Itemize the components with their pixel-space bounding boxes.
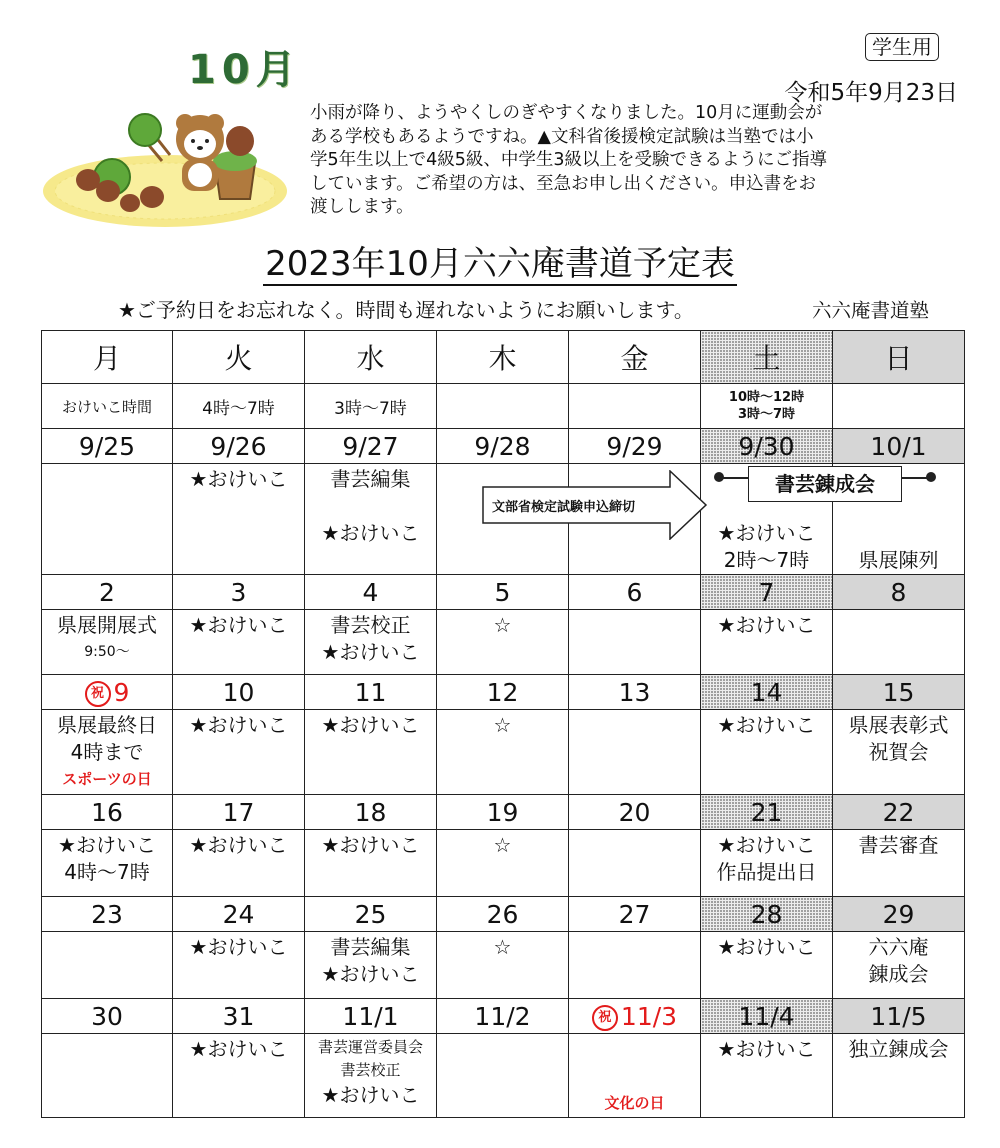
entry-cell-thu xyxy=(437,610,569,675)
holiday-mark-icon: 祝 xyxy=(592,1005,618,1031)
date-row xyxy=(42,897,965,932)
date-cell-tue: 9/26 xyxy=(173,429,305,464)
entry-line: 県展最終日 xyxy=(57,713,157,737)
weekday-thu: 木 xyxy=(437,331,569,384)
entry-line: 4時まで xyxy=(70,740,144,764)
entry-cell-wed xyxy=(305,830,437,897)
date-cell-wed: 25 xyxy=(305,897,437,932)
date-cell-fri: 20 xyxy=(569,795,701,830)
date-cell-mon: 23 xyxy=(42,897,173,932)
entry-line: ★おけいこ xyxy=(717,521,816,545)
entry-line: 書芸編集 xyxy=(330,467,411,491)
entry-line: ★おけいこ xyxy=(189,713,288,737)
entry-cell-mon xyxy=(42,932,173,999)
entry-cell-tue xyxy=(173,1034,305,1118)
entry-line: 県展開展式 xyxy=(57,613,157,637)
entries-row xyxy=(42,1034,965,1118)
issue-date: 令和5年9月23日 xyxy=(784,80,958,106)
date-cell-thu: 26 xyxy=(437,897,569,932)
entry-line: 書芸審査 xyxy=(858,833,939,857)
entry-line: 書芸校正 xyxy=(340,1061,401,1079)
entries-row xyxy=(42,830,965,897)
event-banner: 書芸錬成会 xyxy=(748,466,902,502)
date-cell-fri xyxy=(569,999,701,1034)
date-cell-sun: 15 xyxy=(833,675,965,710)
entry-cell-sun xyxy=(833,1034,965,1118)
bear-with-chestnuts-icon xyxy=(40,95,290,230)
entry-line: 書芸運営委員会 xyxy=(317,1038,423,1056)
weekday-sun: 日 xyxy=(833,331,965,384)
date-cell-wed: 18 xyxy=(305,795,437,830)
date-cell-thu: 5 xyxy=(437,575,569,610)
entry-line: スポーツの日 xyxy=(62,770,152,788)
entry-cell-fri xyxy=(569,710,701,795)
entry-line: ★おけいこ xyxy=(321,833,420,857)
entry-cell-sat xyxy=(701,830,833,897)
date-cell-mon xyxy=(42,675,173,710)
entry-line: 六六庵 xyxy=(868,935,929,959)
entry-cell-tue xyxy=(173,710,305,795)
entry-line: ★おけいこ xyxy=(321,713,420,737)
date-cell-sun: 29 xyxy=(833,897,965,932)
entry-line: ★おけいこ xyxy=(717,935,816,959)
entry-line: ★おけいこ xyxy=(189,1037,288,1061)
entry-cell-sat xyxy=(701,710,833,795)
hours-sat-line1: 10時〜12時 xyxy=(728,390,805,405)
entry-cell-sat xyxy=(701,610,833,675)
date-cell-wed: 11 xyxy=(305,675,437,710)
date-cell-sat: 28 xyxy=(701,897,833,932)
entry-cell-mon xyxy=(42,710,173,795)
audience-badge: 学生用 xyxy=(865,33,939,61)
entry-cell-mon xyxy=(42,464,173,575)
weekday-fri: 金 xyxy=(569,331,701,384)
hours-wed: 3時〜7時 xyxy=(305,384,437,429)
holiday-date-text: 11/3 xyxy=(620,1001,678,1031)
entry-line: ☆ xyxy=(493,833,512,857)
entry-line: 書芸校正 xyxy=(330,613,411,637)
entry-line: 書芸編集 xyxy=(330,935,411,959)
page-title-text: 2023年10月六六庵書道予定表 xyxy=(265,244,735,284)
entry-line: ★おけいこ xyxy=(321,521,420,545)
date-cell-wed: 4 xyxy=(305,575,437,610)
entry-line xyxy=(833,520,964,547)
entry-cell-tue xyxy=(173,932,305,999)
date-cell-tue: 10 xyxy=(173,675,305,710)
event-span-end-dot xyxy=(926,472,936,482)
entry-line: ★おけいこ xyxy=(189,833,288,857)
entry-line: ☆ xyxy=(493,713,512,737)
entry-cell-wed xyxy=(305,464,437,575)
event-span-start-dot xyxy=(714,472,724,482)
holiday-mark-icon: 祝 xyxy=(85,681,111,707)
page-title xyxy=(0,236,1000,285)
holiday-date-text: 9 xyxy=(113,677,130,707)
date-cell-tue: 31 xyxy=(173,999,305,1034)
entry-line: 9:50〜 xyxy=(84,644,130,660)
entry-cell-fri xyxy=(569,932,701,999)
date-cell-sun: 10/1 xyxy=(833,429,965,464)
school-name: 六六庵書道塾 xyxy=(812,299,930,322)
intro-paragraph: 小雨が降り、ようやくしのぎやすくなりました。10月に運動会がある学校もあるようですね。▲文科省後援検定試験は当塾では小学5年生以上で4級5級、中学生3級以上を受験できるようにご指導しています。ご希望の方は、至急お申し出ください。申込書をお渡しします。 xyxy=(310,103,828,217)
date-cell-tue: 24 xyxy=(173,897,305,932)
entry-line: 錬成会 xyxy=(868,962,929,986)
entry-cell-tue xyxy=(173,610,305,675)
entry-line: ★おけいこ xyxy=(717,713,816,737)
entry-line: 独立錬成会 xyxy=(848,1037,949,1061)
date-cell-sat: 21 xyxy=(701,795,833,830)
weekday-mon: 月 xyxy=(42,331,173,384)
entry-line xyxy=(569,1036,700,1063)
entry-line: 県展陳列 xyxy=(858,548,939,572)
weekday-header-row xyxy=(42,331,965,384)
entry-line: 2時〜7時 xyxy=(723,548,810,572)
entries-row xyxy=(42,710,965,795)
date-row xyxy=(42,999,965,1034)
entry-line xyxy=(569,1063,700,1090)
entry-line: ★おけいこ xyxy=(189,613,288,637)
date-row xyxy=(42,675,965,710)
date-row xyxy=(42,795,965,830)
date-cell-sun: 11/5 xyxy=(833,999,965,1034)
entry-cell-mon xyxy=(42,830,173,897)
hours-mon-text: おけいこ時間 xyxy=(61,397,152,416)
entries-row xyxy=(42,610,965,675)
date-cell-fri: 27 xyxy=(569,897,701,932)
entry-line: ★おけいこ xyxy=(321,962,420,986)
entry-line: 県展表彰式 xyxy=(848,713,949,737)
entry-cell-mon xyxy=(42,610,173,675)
entry-line: ★おけいこ xyxy=(717,613,816,637)
reservation-notice: ★ご予約日をお忘れなく。時間も遅れないようにお願いします。 xyxy=(118,298,694,322)
date-cell-sat: 14 xyxy=(701,675,833,710)
entry-cell-fri xyxy=(569,1034,701,1118)
entry-line: ★おけいこ xyxy=(321,640,420,664)
entry-cell-tue xyxy=(173,830,305,897)
entry-line: ☆ xyxy=(493,935,512,959)
date-cell-fri: 6 xyxy=(569,575,701,610)
date-cell-sun: 8 xyxy=(833,575,965,610)
entry-cell-wed xyxy=(305,610,437,675)
entry-cell-sat xyxy=(701,932,833,999)
entry-line: ★おけいこ xyxy=(717,1037,816,1061)
hours-thu xyxy=(437,384,569,429)
hours-mon xyxy=(42,384,173,429)
date-cell-wed: 11/1 xyxy=(305,999,437,1034)
entry-line: ★おけいこ xyxy=(58,833,156,857)
date-cell-fri: 9/29 xyxy=(569,429,701,464)
entries-row xyxy=(42,932,965,999)
entry-line: 祝賀会 xyxy=(868,740,929,764)
entry-line xyxy=(305,493,436,520)
entry-line: 文化の日 xyxy=(604,1094,665,1112)
date-row xyxy=(42,429,965,464)
entry-line: 4時〜7時 xyxy=(64,860,150,884)
entry-cell-thu xyxy=(437,932,569,999)
entry-cell-fri xyxy=(569,830,701,897)
lesson-hours-row xyxy=(42,384,965,429)
date-cell-tue: 17 xyxy=(173,795,305,830)
date-cell-sat: 11/4 xyxy=(701,999,833,1034)
weekday-wed: 水 xyxy=(305,331,437,384)
month-title: 10月 xyxy=(188,47,302,93)
date-row xyxy=(42,575,965,610)
date-cell-tue: 3 xyxy=(173,575,305,610)
hours-fri xyxy=(569,384,701,429)
hours-sun xyxy=(833,384,965,429)
entry-cell-thu xyxy=(437,830,569,897)
hours-tue: 4時〜7時 xyxy=(173,384,305,429)
entry-cell-wed xyxy=(305,710,437,795)
weekday-tue: 火 xyxy=(173,331,305,384)
date-cell-thu: 19 xyxy=(437,795,569,830)
entry-cell-thu xyxy=(437,710,569,795)
date-cell-thu: 12 xyxy=(437,675,569,710)
entry-cell-wed xyxy=(305,932,437,999)
entry-line: ★おけいこ xyxy=(321,1083,420,1107)
entry-cell-wed xyxy=(305,1034,437,1118)
entry-cell-sun xyxy=(833,710,965,795)
entry-line: ☆ xyxy=(493,613,512,637)
hours-sat-line2: 3時〜7時 xyxy=(737,407,796,422)
date-cell-wed: 9/27 xyxy=(305,429,437,464)
date-cell-fri: 13 xyxy=(569,675,701,710)
entry-cell-sun xyxy=(833,932,965,999)
weekday-sat: 土 xyxy=(701,331,833,384)
date-cell-mon: 2 xyxy=(42,575,173,610)
date-cell-thu: 11/2 xyxy=(437,999,569,1034)
date-cell-thu: 9/28 xyxy=(437,429,569,464)
hours-sat xyxy=(701,384,833,429)
date-cell-sun: 22 xyxy=(833,795,965,830)
entry-line: ★おけいこ xyxy=(189,467,288,491)
date-cell-mon: 30 xyxy=(42,999,173,1034)
entry-cell-sat xyxy=(701,1034,833,1118)
entry-line: ★おけいこ xyxy=(189,935,288,959)
date-cell-mon: 9/25 xyxy=(42,429,173,464)
entry-line: 作品提出日 xyxy=(716,860,817,884)
date-cell-mon: 16 xyxy=(42,795,173,830)
date-cell-sat: 7 xyxy=(701,575,833,610)
entry-cell-mon xyxy=(42,1034,173,1118)
entry-cell-fri xyxy=(569,610,701,675)
entry-cell-tue xyxy=(173,464,305,575)
deadline-arrow-label: 文部省検定試験申込締切 xyxy=(492,500,636,515)
entry-cell-sun xyxy=(833,610,965,675)
schedule-calendar xyxy=(41,330,965,1118)
entry-cell-thu xyxy=(437,1034,569,1118)
entry-line: ★おけいこ xyxy=(717,833,816,857)
entry-cell-sun xyxy=(833,830,965,897)
date-cell-sat: 9/30 xyxy=(701,429,833,464)
